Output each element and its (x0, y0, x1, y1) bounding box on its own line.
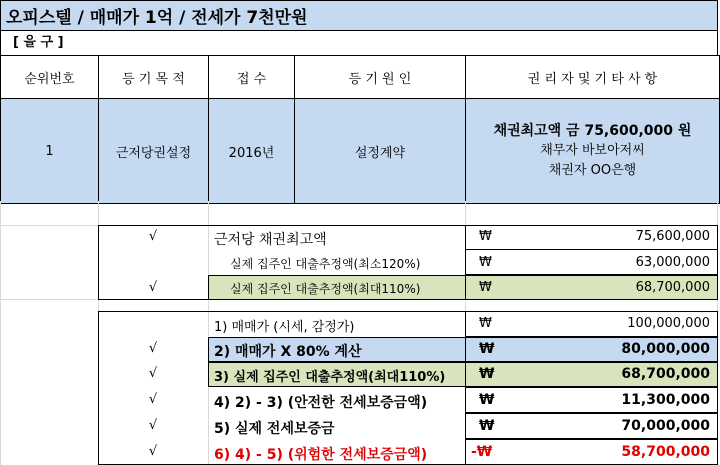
won-sign: ₩ (479, 392, 495, 408)
won-sign: ₩ (479, 280, 492, 295)
calc-label: 3) 실제 집주인 대출추정액(최대110%) (214, 370, 446, 385)
won-sign: ₩ (479, 255, 492, 270)
entry-rank[interactable]: 1 (1, 99, 99, 204)
header-rights[interactable]: 권 리 자 및 기 타 사 항 (466, 56, 720, 99)
registry-entry-row (1, 99, 720, 204)
section-label[interactable]: [ 을 구 ] (0, 31, 718, 55)
calc-amount: 70,000,000 (621, 418, 710, 434)
won-sign: ₩ (479, 418, 495, 434)
calc-label: 5) 실제 전세보증금 (214, 421, 335, 437)
calc-label: 2) 매매가 X 80% 계산 (214, 344, 362, 360)
check-mark: √ (148, 392, 158, 407)
won-sign: ₩ (479, 366, 495, 382)
registry-header-row (1, 56, 720, 99)
calc-amount: 75,600,000 (635, 229, 710, 244)
calc-label: 6) 4) - 5) (위험한 전세보증금액) (214, 447, 428, 463)
check-mark: √ (148, 444, 158, 459)
check-mark: √ (148, 418, 158, 433)
check-mark: √ (148, 280, 158, 295)
header-cause[interactable]: 등 기 원 인 (295, 56, 466, 99)
sheet-title[interactable]: 오피스텔 / 매매가 1억 / 전세가 7천만원 (0, 0, 718, 31)
calc-label: 1) 매매가 (시세, 감정가) (214, 320, 355, 335)
won-sign: -₩ (471, 444, 493, 460)
won-sign: ₩ (479, 316, 492, 331)
check-mark: √ (148, 366, 158, 381)
rights-creditor: 채권자 OO은행 (548, 163, 637, 178)
calc-amount: 80,000,000 (621, 341, 710, 357)
won-sign: ₩ (479, 341, 495, 357)
calc-amount: 68,700,000 (621, 366, 710, 382)
won-sign: ₩ (479, 229, 492, 244)
calc-label: 4) 2) - 3) (안전한 전세보증금액) (214, 395, 428, 411)
rights-debtor: 채무자 바보아저씨 (540, 143, 645, 158)
header-rank[interactable]: 순위번호 (1, 56, 99, 99)
rights-max-claim: 채권최고액 금 75,600,000 원 (493, 123, 692, 139)
calc-amount: 63,000,000 (635, 255, 710, 270)
calc-label: 실제 집주인 대출추정액(최소120%) (230, 257, 421, 271)
check-mark: √ (148, 341, 158, 356)
entry-purpose[interactable]: 근저당권설정 (99, 99, 209, 204)
check-mark: √ (148, 229, 158, 244)
entry-rights[interactable] (466, 99, 720, 204)
calc-amount: 68,700,000 (635, 280, 710, 295)
calc-amount: 58,700,000 (621, 444, 710, 460)
entry-cause[interactable]: 설정계약 (295, 99, 466, 204)
header-purpose[interactable]: 등 기 목 적 (99, 56, 209, 99)
calc-amount: 11,300,000 (621, 392, 710, 408)
calc-amount: 100,000,000 (627, 316, 710, 331)
registry-table (0, 55, 720, 204)
calc-label: 근저당 채권최고액 (214, 232, 327, 248)
calc-label: 실제 집주인 대출추정액(최대110%) (230, 282, 421, 296)
header-receipt[interactable]: 접 수 (209, 56, 295, 99)
entry-receipt[interactable]: 2016년 (209, 99, 295, 204)
